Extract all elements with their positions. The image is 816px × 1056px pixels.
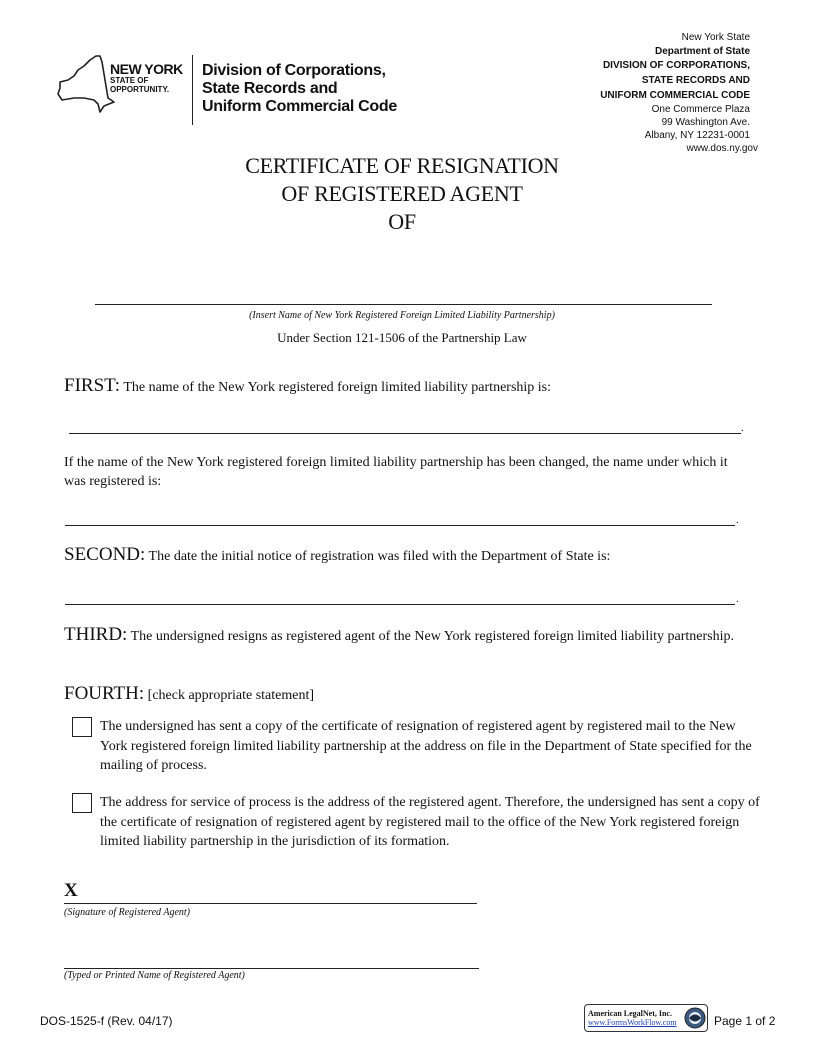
signature-caption: (Signature of Registered Agent) <box>64 907 190 918</box>
printed-name-line <box>64 968 479 969</box>
first-line-period: . <box>741 422 744 434</box>
page-number: Page 1 of 2 <box>714 1014 776 1028</box>
signature-line <box>64 903 477 904</box>
vendor-url[interactable]: www.FormsWorkFlow.com <box>588 1018 677 1027</box>
registered-line-period: . <box>736 514 739 526</box>
partnership-name-input[interactable] <box>96 286 712 302</box>
third-statement <box>64 625 754 646</box>
vendor-globe-icon <box>684 1007 706 1029</box>
registered-name-line <box>65 525 735 526</box>
form-number: DOS-1525-f (Rev. 04/17) <box>40 1014 173 1028</box>
third-text: The undersigned resigns as registered agent of the New York registered foreign limited liability partnership. <box>130 629 734 644</box>
printed-name-caption: (Typed or Printed Name of Registered Agent) <box>64 970 245 981</box>
signature-input[interactable] <box>80 884 476 902</box>
registered-name-input[interactable] <box>66 508 734 524</box>
first-statement <box>64 376 784 397</box>
address-street-1: One Commerce Plaza <box>651 104 750 115</box>
third-label: THIRD: <box>64 624 128 645</box>
filing-date-line <box>65 604 735 605</box>
first-name-line <box>69 433 741 434</box>
partnership-name-line <box>95 304 712 305</box>
first-name-input[interactable] <box>70 416 740 432</box>
fourth-instruction: [check appropriate statement] <box>147 688 315 703</box>
filing-date-period: . <box>736 593 739 605</box>
title-line-3: OF <box>388 209 416 234</box>
fourth-label: FOURTH: <box>64 683 145 704</box>
address-street-2: 99 Washington Ave. <box>661 117 750 128</box>
address-division-line-2: STATE RECORDS AND <box>641 75 750 86</box>
division-title-line-3: Uniform Commercial Code <box>202 98 397 115</box>
address-website[interactable]: www.dos.ny.gov <box>686 143 758 154</box>
vendor-name: American LegalNet, Inc. <box>588 1009 672 1018</box>
logo-opportunity: OPPORTUNITY. <box>110 85 170 94</box>
partnership-name-caption: (Insert Name of New York Registered Foreign Limited Liability Partnership) <box>249 310 555 321</box>
filing-date-input[interactable] <box>66 587 734 603</box>
title-line-1: CERTIFICATE OF RESIGNATION <box>245 153 559 178</box>
second-statement <box>64 545 784 566</box>
address-city: Albany, NY 12231-0001 <box>644 130 750 141</box>
division-title-line-2: State Records and <box>202 80 338 97</box>
address-state: New York State <box>681 32 750 43</box>
fourth-statement <box>64 684 764 705</box>
first-label: FIRST: <box>64 375 121 396</box>
first-changed-text: If the name of the New York registered foreign limited liability partnership has been changed, the name under which it was registered is: <box>64 455 728 489</box>
printed-name-input[interactable] <box>66 950 476 966</box>
address-division-line-1: DIVISION OF CORPORATIONS, <box>602 60 750 71</box>
signature-x-mark: X <box>64 880 78 901</box>
logo-state-of: STATE OF <box>110 76 149 85</box>
new-york-state-map-icon <box>54 52 118 116</box>
address-department: Department of State <box>654 46 750 57</box>
logo-new-york: NEW YORK <box>110 61 183 77</box>
address-division-line-3: UNIFORM COMMERCIAL CODE <box>600 90 750 101</box>
first-text: The name of the New York registered foreign limited liability partnership is: <box>123 380 552 395</box>
title-line-2: OF REGISTERED AGENT <box>281 181 523 206</box>
under-section-text: Under Section 121-1506 of the Partnership Law <box>277 330 527 345</box>
option-1-text: The undersigned has sent a copy of the certificate of resignation of registered agent by registered mail to the New York registered foreign limited liability partnership at the address on file in the Department of State specified for the mailing of process. <box>100 719 752 773</box>
option-1-checkbox[interactable] <box>72 717 92 737</box>
option-2-checkbox[interactable] <box>72 793 92 813</box>
option-2-text: The address for service of process is the address of the registered agent. Therefore, the undersigned has sent a copy of the certificate of resignation of registered agent by registered mail to the office of the New York registered foreign limited liability partnership in the jurisdiction of its formation. <box>100 795 760 849</box>
second-text: The date the initial notice of registration was filed with the Department of State is: <box>148 549 611 564</box>
logo-divider <box>192 55 193 125</box>
second-label: SECOND: <box>64 544 146 565</box>
division-title-line-1: Division of Corporations, <box>202 62 386 79</box>
